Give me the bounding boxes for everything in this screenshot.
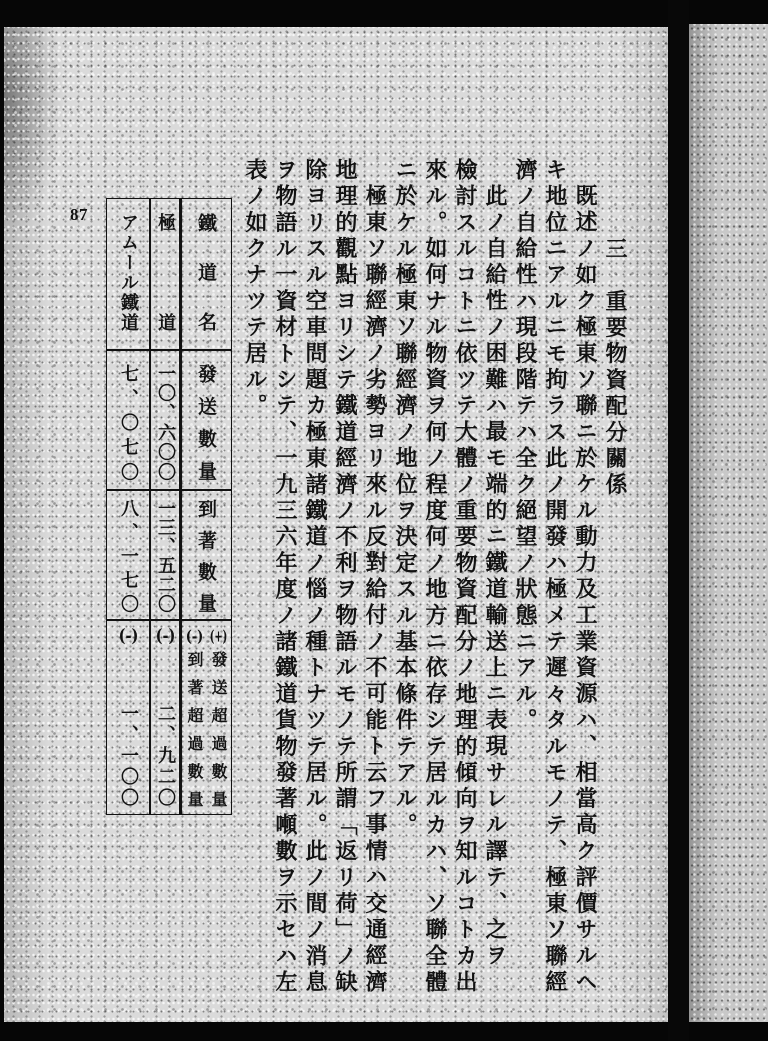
text-column: 地理的觀點ヨリシテ鐵道經濟ノ不利ヲ物語ルモノテ所謂「返リ荷」ノ缺 [332,158,358,997]
header-excess-sent-sign: (+) [209,628,228,644]
row-arrived-quantity: 一三、五二〇 [155,498,176,612]
text-column: 表ノ如クナツテ居ル。 [242,158,268,420]
header-excess-arrived: 到著超過數量 [185,651,204,807]
row-difference: 二、九二〇 [155,704,176,806]
text-column: 除ヨリスル空車問題カ極東諸鐵道ノ惱ノ種トナツテ居ル。此ノ間ノ消息 [302,158,328,997]
text-column: 極東ソ聯經濟ノ劣勢ヨリ來ル反對給付ノ不可能ト云フ事情ハ交通經濟 [362,184,388,997]
row-difference-sign: (-) [155,627,176,645]
railway-freight-table [106,198,232,815]
text-column: ヲ物語ル一資材トシテ、一九三六年度ノ諸鐵道貨物發著噸數ヲ示セハ左 [272,158,298,997]
text-column: 此ノ自給性ノ困難ハ最モ端的ニ鐵道輸送上ニ表現サレル譯テ、之ヲ [482,184,508,970]
text-column: キ地位ニアルニモ拘ラス此ノ開發ハ極メテ遲々タルモノテ、極東ソ聯經 [542,158,568,997]
row-sent-quantity: 一〇、六〇〇 [155,363,176,480]
text-column: 來ル。如何ナル物資ヲ何ノ程度何ノ地方ニ依存シテ居ルカハ、ソ聯全體 [422,158,448,997]
header-excess-arrived-sign: (-) [185,628,204,644]
facing-page-edge [689,24,768,1022]
body-text [238,158,630,1010]
row-sent-quantity: 七、〇七〇 [118,363,139,480]
header-arrived-quantity: 到著數量 [195,498,217,612]
text-column: 檢討スルコトニ依ツテ大體ノ重要物資配分ノ地理的傾向ヲ知ルコトカ出 [452,158,478,997]
row-railway-name: アムール鐵道 [118,213,139,331]
text-column: 既述ノ如ク極東ソ聯ニ於ケル動力及工業資源ハ、相當高ク評價サルヘ [572,184,598,997]
row-arrived-quantity: 八、一七〇 [118,498,139,612]
section-heading: 三 重要物資配分關係 [602,237,628,499]
header-excess-arrived-sign-cell [182,623,206,649]
row-difference-sign-cell [151,623,179,649]
header-excess-sent-sign-cell [206,623,230,649]
book-page [4,27,668,1022]
text-column: 濟ノ自給性ハ現段階テハ全ク絕望ノ狀態ニアル。 [512,158,538,735]
book-gutter [668,0,689,1041]
row-railway-name: 極道 [155,213,176,331]
header-railway-name: 鐵道名 [195,213,217,331]
text-column: ニ於ケル極東ソ聯經濟ノ地位ヲ決定スル基本條件テアル。 [392,158,418,840]
row-difference-sign: (-) [118,627,139,645]
header-sent-quantity: 發送數量 [195,363,217,480]
table-rule-horizontal [107,619,231,621]
row-difference: 一、一〇〇 [118,704,139,806]
page-number: 87 [70,205,88,224]
row-difference-sign-cell [107,623,149,649]
header-excess-sent: 發送超過數量 [209,651,228,807]
